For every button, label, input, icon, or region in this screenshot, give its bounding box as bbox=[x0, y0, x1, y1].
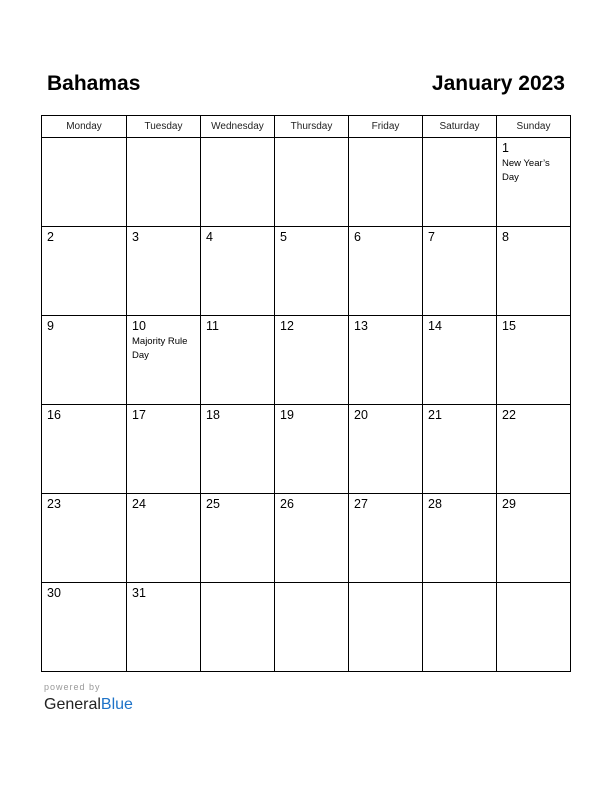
day-cell bbox=[423, 405, 497, 494]
day-number: 17 bbox=[132, 408, 146, 422]
day-cell bbox=[42, 405, 127, 494]
day-number: 27 bbox=[354, 497, 368, 511]
day-cell bbox=[497, 138, 571, 227]
calendar-grid bbox=[41, 115, 571, 672]
day-number: 20 bbox=[354, 408, 368, 422]
generalblue-logo bbox=[44, 695, 133, 715]
holiday-label: New Year’s Day bbox=[502, 158, 550, 183]
week-row bbox=[42, 583, 571, 672]
day-number: 10 bbox=[132, 319, 146, 333]
day-number: 22 bbox=[502, 408, 516, 422]
week-row bbox=[42, 494, 571, 583]
weekday-header-monday: Monday bbox=[42, 116, 127, 138]
day-number: 4 bbox=[206, 230, 213, 244]
day-cell bbox=[423, 494, 497, 583]
day-number: 15 bbox=[502, 319, 516, 333]
day-number: 21 bbox=[428, 408, 442, 422]
day-cell bbox=[497, 316, 571, 405]
day-cell bbox=[127, 405, 201, 494]
day-number: 7 bbox=[428, 230, 435, 244]
day-cell bbox=[497, 405, 571, 494]
day-number: 26 bbox=[280, 497, 294, 511]
empty-day-cell bbox=[42, 138, 127, 227]
empty-day-cell bbox=[201, 583, 275, 672]
day-cell bbox=[42, 316, 127, 405]
day-cell bbox=[127, 316, 201, 405]
empty-day-cell bbox=[423, 138, 497, 227]
day-cell bbox=[127, 227, 201, 316]
day-cell bbox=[497, 227, 571, 316]
weekday-header-row bbox=[42, 116, 571, 138]
empty-day-cell bbox=[127, 138, 201, 227]
week-row bbox=[42, 316, 571, 405]
day-cell bbox=[42, 583, 127, 672]
day-number: 12 bbox=[280, 319, 294, 333]
empty-day-cell bbox=[275, 138, 349, 227]
day-cell bbox=[201, 227, 275, 316]
country-title: Bahamas bbox=[47, 72, 141, 95]
day-cell bbox=[42, 494, 127, 583]
weekday-header-tuesday: Tuesday bbox=[127, 116, 201, 138]
footer bbox=[44, 682, 133, 715]
powered-by-label: powered by bbox=[44, 682, 101, 692]
weekday-header-sunday: Sunday bbox=[497, 116, 571, 138]
day-cell bbox=[275, 405, 349, 494]
day-number: 8 bbox=[502, 230, 509, 244]
weekday-header-friday: Friday bbox=[349, 116, 423, 138]
day-cell bbox=[497, 494, 571, 583]
day-number: 23 bbox=[47, 497, 61, 511]
empty-day-cell bbox=[497, 583, 571, 672]
day-number: 28 bbox=[428, 497, 442, 511]
day-number: 11 bbox=[206, 319, 219, 333]
day-number: 25 bbox=[206, 497, 220, 511]
day-cell bbox=[349, 405, 423, 494]
day-cell bbox=[201, 405, 275, 494]
day-cell bbox=[127, 583, 201, 672]
brand-blue-text: Blue bbox=[100, 696, 133, 713]
empty-day-cell bbox=[349, 583, 423, 672]
day-number: 16 bbox=[47, 408, 61, 422]
day-cell bbox=[201, 316, 275, 405]
holiday-label: Majority Rule Day bbox=[132, 336, 188, 361]
day-number: 1 bbox=[502, 141, 509, 155]
week-row bbox=[42, 138, 571, 227]
day-number: 14 bbox=[428, 319, 442, 333]
day-number: 31 bbox=[132, 586, 146, 600]
weekday-header-thursday: Thursday bbox=[275, 116, 349, 138]
day-cell bbox=[275, 316, 349, 405]
month-year-title: January 2023 bbox=[431, 72, 565, 95]
day-number: 29 bbox=[502, 497, 516, 511]
week-row bbox=[42, 227, 571, 316]
empty-day-cell bbox=[275, 583, 349, 672]
day-cell bbox=[423, 316, 497, 405]
week-row bbox=[42, 405, 571, 494]
empty-day-cell bbox=[201, 138, 275, 227]
day-number: 3 bbox=[132, 230, 139, 244]
day-cell bbox=[127, 494, 201, 583]
day-number: 6 bbox=[354, 230, 361, 244]
weekday-header-wednesday: Wednesday bbox=[201, 116, 275, 138]
day-number: 2 bbox=[47, 230, 54, 244]
day-cell bbox=[349, 316, 423, 405]
empty-day-cell bbox=[349, 138, 423, 227]
day-number: 30 bbox=[47, 586, 61, 600]
day-cell bbox=[349, 494, 423, 583]
day-number: 24 bbox=[132, 497, 146, 511]
day-number: 19 bbox=[280, 408, 294, 422]
day-cell bbox=[349, 227, 423, 316]
day-number: 13 bbox=[354, 319, 368, 333]
day-number: 5 bbox=[280, 230, 287, 244]
day-cell bbox=[275, 494, 349, 583]
day-cell bbox=[275, 227, 349, 316]
day-number: 9 bbox=[47, 319, 54, 333]
day-number: 18 bbox=[206, 408, 220, 422]
weekday-header-saturday: Saturday bbox=[423, 116, 497, 138]
day-cell bbox=[423, 227, 497, 316]
day-cell bbox=[42, 227, 127, 316]
brand-general-text: General bbox=[44, 696, 101, 713]
day-cell bbox=[201, 494, 275, 583]
empty-day-cell bbox=[423, 583, 497, 672]
